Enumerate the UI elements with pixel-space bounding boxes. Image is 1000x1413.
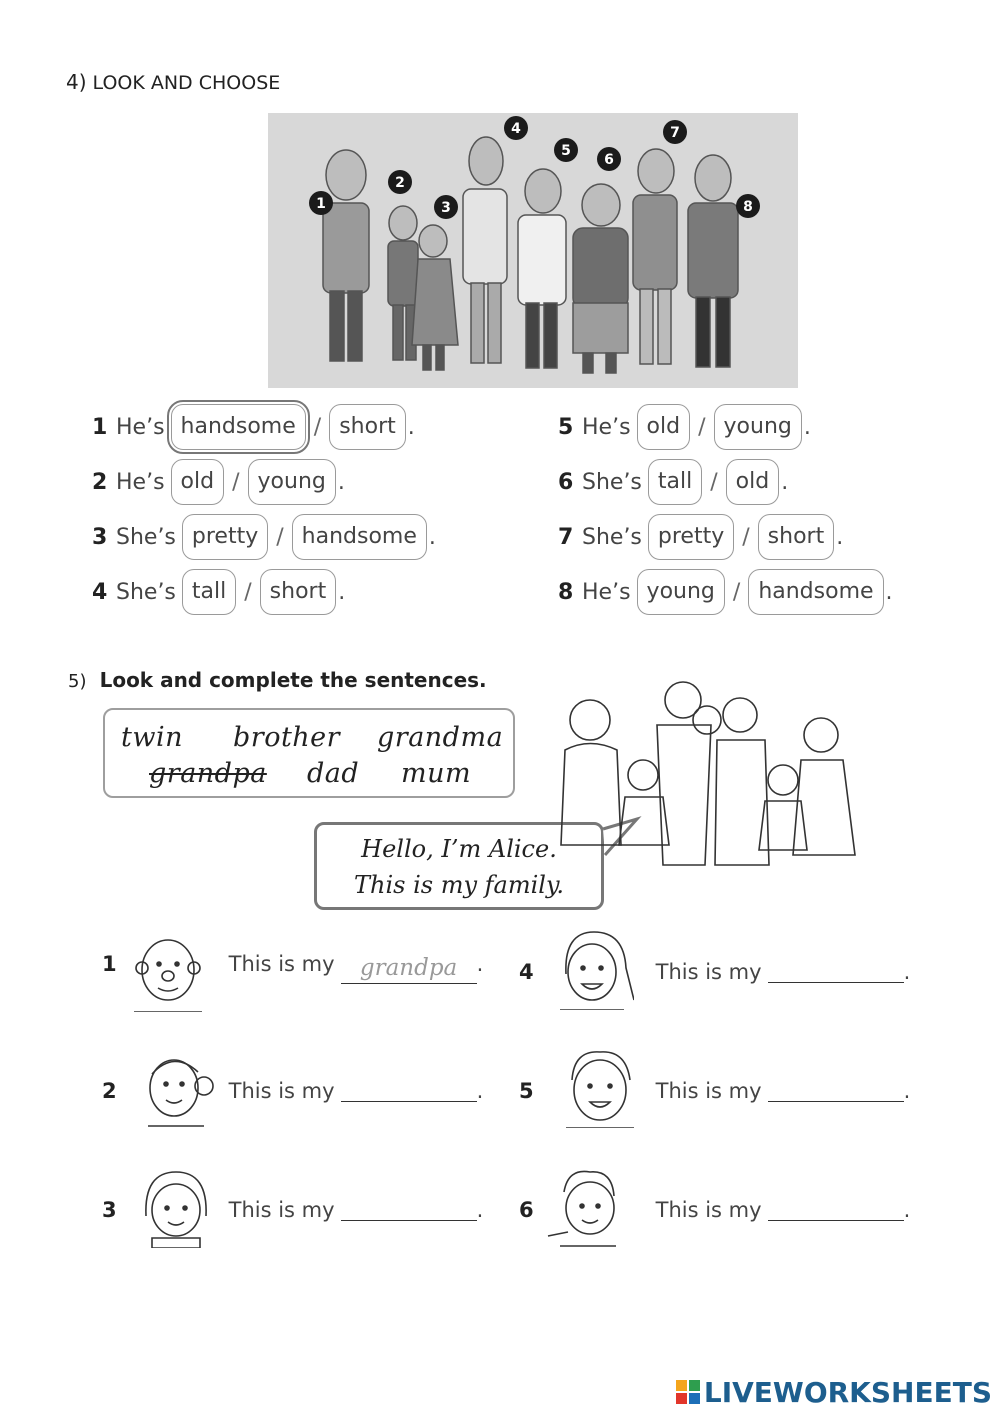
sentence-6: 6 This is my . (519, 1190, 910, 1222)
answer-blank-2[interactable] (341, 1075, 477, 1102)
bubble-line-2: This is my family. (354, 871, 564, 899)
grandma-face-icon (138, 1046, 218, 1128)
option-tall[interactable]: tall (182, 569, 236, 615)
liveworksheets-logo-icon (676, 1380, 700, 1406)
slash: / (313, 414, 322, 440)
section-5-number: 5) (68, 671, 87, 692)
mum-face-icon (554, 928, 634, 1010)
item-number: 1 (92, 414, 108, 440)
sentence-3: 3 This is my . (102, 1190, 483, 1222)
item-number: 8 (558, 579, 574, 605)
choice-item-5: 5 He’s old / young . (558, 402, 811, 452)
sentence-1: 1 This is my grandpa . (102, 952, 483, 980)
item-number: 6 (558, 469, 574, 495)
answer-blank-3[interactable] (341, 1194, 477, 1221)
option-pretty[interactable]: pretty (182, 514, 268, 560)
option-handsome[interactable]: handsome (292, 514, 427, 560)
marker-1: 1 (316, 196, 326, 212)
sentence-text: This is my (655, 1079, 762, 1103)
word-mum: mum (401, 758, 472, 789)
section-5-heading: Look and complete the sentences. (99, 668, 487, 692)
option-young[interactable]: young (714, 404, 802, 450)
slash: / (698, 414, 706, 440)
item-number: 4 (92, 579, 108, 605)
option-handsome[interactable]: handsome (748, 569, 883, 615)
marker-5: 5 (561, 143, 571, 159)
grandpa-face-icon (128, 930, 208, 1012)
alice-family-illustration (555, 675, 860, 875)
option-young[interactable]: young (637, 569, 725, 615)
sentence-text: This is my (228, 1079, 335, 1103)
slash: / (244, 579, 252, 605)
sentence-number: 4 (519, 960, 534, 984)
sentence-number: 5 (519, 1079, 534, 1103)
bubble-line-1: Hello, I’m Alice. (361, 835, 557, 863)
word-grandma: grandma (377, 722, 504, 753)
choice-item-2: 2 He’s old / young . (92, 457, 345, 507)
section-4-number: 4) (66, 70, 87, 94)
option-short[interactable]: short (260, 569, 337, 615)
choice-item-3: 3 She’s pretty / handsome . (92, 512, 436, 562)
word-brother: brother (233, 722, 341, 753)
answer-blank-6[interactable] (768, 1194, 904, 1221)
choice-item-6: 6 She’s tall / old . (558, 457, 788, 507)
slash: / (732, 579, 741, 605)
sentence-4: 4 This is my . (519, 952, 910, 984)
option-tall[interactable]: tall (648, 459, 702, 505)
sentence-number: 6 (519, 1198, 534, 1222)
option-old[interactable]: old (726, 459, 780, 505)
word-dad: dad (307, 758, 360, 789)
item-subject: She’s (582, 469, 642, 495)
option-old[interactable]: old (637, 404, 691, 450)
item-subject: He’s (582, 579, 631, 605)
option-young[interactable]: young (248, 459, 336, 505)
marker-7: 7 (670, 125, 680, 141)
slash: / (232, 469, 240, 495)
choice-item-4: 4 She’s tall / short . (92, 567, 345, 617)
sentence-text: This is my (228, 1198, 335, 1222)
answer-blank-5[interactable] (768, 1075, 904, 1102)
item-subject: He’s (116, 469, 165, 495)
option-pretty[interactable]: pretty (648, 514, 734, 560)
answer-blank-1[interactable]: grandpa (341, 957, 477, 984)
answer-blank-4[interactable] (768, 956, 904, 983)
sentence-2: 2 This is my . (102, 1071, 483, 1103)
item-subject: She’s (116, 579, 176, 605)
item-subject: He’s (582, 414, 631, 440)
option-old[interactable]: old (171, 459, 225, 505)
dad-face-icon (560, 1046, 640, 1128)
section-4-title (66, 70, 280, 94)
sentence-text: This is my (655, 1198, 762, 1222)
liveworksheets-brand[interactable] (676, 1376, 992, 1409)
family-drawing (268, 113, 798, 388)
option-short[interactable]: short (758, 514, 835, 560)
section-4-heading: LOOK AND CHOOSE (92, 72, 281, 94)
sentence-number: 1 (102, 952, 117, 976)
choice-item-1: 1 He’s handsome / short . (92, 402, 415, 452)
item-number: 7 (558, 524, 574, 550)
girl-face-icon (136, 1166, 216, 1248)
word-twin: twin (121, 722, 183, 753)
sentence-5: 5 This is my . (519, 1071, 910, 1103)
word-grandpa: grandpa (149, 758, 267, 789)
marker-8: 8 (743, 199, 753, 215)
family-illustration (268, 113, 798, 388)
marker-3: 3 (441, 200, 451, 216)
marker-4: 4 (511, 121, 521, 137)
option-short[interactable]: short (329, 404, 406, 450)
item-number: 2 (92, 469, 108, 495)
sentence-text: This is my (228, 952, 335, 976)
item-subject: She’s (582, 524, 642, 550)
item-subject: She’s (116, 524, 176, 550)
sentence-text: This is my (655, 960, 762, 984)
sentence-number: 2 (102, 1079, 117, 1103)
choice-item-7: 7 She’s pretty / short . (558, 512, 843, 562)
brother-face-icon (546, 1166, 626, 1248)
marker-6: 6 (604, 152, 614, 168)
item-number: 5 (558, 414, 574, 440)
section-5-title (68, 668, 487, 692)
word-bank (103, 708, 515, 798)
slash: / (276, 524, 284, 550)
item-subject: He’s (116, 414, 165, 440)
sentence-number: 3 (102, 1198, 117, 1222)
option-handsome[interactable]: handsome (171, 404, 306, 450)
slash: / (742, 524, 750, 550)
marker-2: 2 (395, 175, 405, 191)
brand-text: LIVEWORKSHEETS (703, 1376, 992, 1409)
item-number: 3 (92, 524, 108, 550)
slash: / (710, 469, 718, 495)
choice-item-8: 8 He’s young / handsome . (558, 567, 893, 617)
